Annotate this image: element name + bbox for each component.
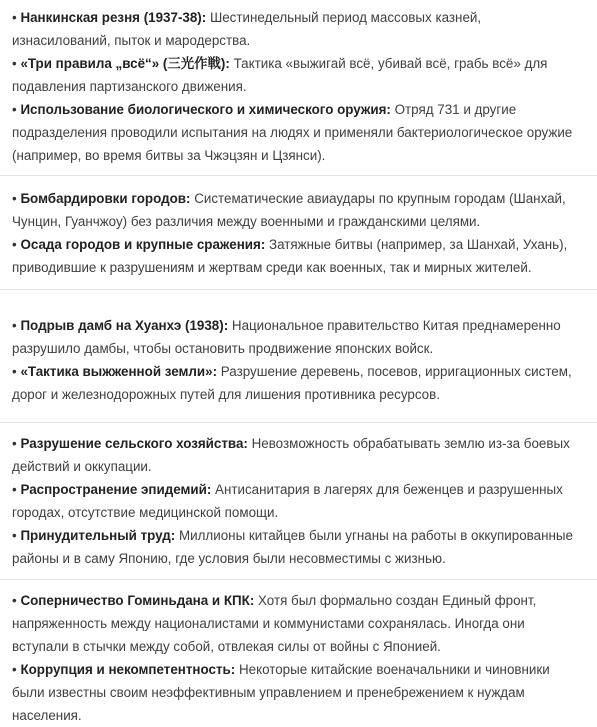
item-term: «Тактика выжженной земли»: (20, 364, 218, 379)
item-description: Национальное правительство Китая преднамеренно разрушило дамбы, чтобы остановить продвижение японских войск. (12, 318, 561, 356)
item-term: Распространение эпидемий: (20, 482, 212, 497)
list-item (12, 478, 583, 524)
section-war-crimes (0, 0, 597, 176)
bullet: • (12, 237, 17, 252)
item-description: Шестинедельный период массовых казней, изнасилований, пыток и мародерства. (12, 10, 482, 48)
bullet: • (12, 436, 17, 451)
item-description: Отряд 731 и другие подразделения проводили испытания на людях и применяли бактериологическое оружие (например, во время битвы за Чжэцзян и Цзянси). (12, 102, 573, 163)
list-item (12, 589, 583, 658)
bullet: • (12, 528, 17, 543)
list-item (12, 360, 583, 406)
bullet: • (12, 662, 17, 677)
item-term: Осада городов и крупные сражения: (20, 237, 266, 252)
item-term: Бомбардировки городов: (20, 191, 191, 206)
item-description: Миллионы китайцев были угнаны на работы в оккупированные районы и в саму Японию, где условия были несовместимы с жизнью. (12, 528, 573, 566)
list-item (12, 233, 583, 279)
section-internal-conflict (0, 580, 597, 723)
item-description: Разрушение деревень, посевов, ирригационных систем, дорог и железнодорожных путей для лишения противника ресурсов. (12, 364, 572, 402)
bullet: • (12, 10, 17, 25)
list-item (12, 658, 583, 727)
list-item (12, 314, 583, 360)
bullet: • (12, 102, 17, 117)
list-item (12, 432, 583, 478)
list-item (12, 187, 583, 233)
bullet: • (12, 593, 17, 608)
item-description: Некоторые китайские военачальники и чиновники были известны своим неэффективным управлением и пренебрежением к нуждам населения. (12, 662, 550, 723)
item-term: Использование биологического и химического оружия: (20, 102, 391, 117)
item-description: Тактика «выжигай всё, убивай всё, грабь всё» для подавления партизанского движения. (12, 56, 548, 94)
item-description: Хотя был формально создан Единый фронт, напряженность между националистами и коммунистами сохранялась. Иногда они вступали в стычки между собой, отвлекая силы от войны с Японией. (12, 593, 537, 654)
item-description: Затяжные битвы (например, за Шанхай, Ухань), приводившие к разрушениям и жертвам среди как военных, так и мирных жителей. (12, 237, 568, 275)
item-term: Разрушение сельского хозяйства: (20, 436, 248, 451)
list-item (12, 524, 583, 570)
bullet: • (12, 318, 17, 333)
item-term: Коррупция и некомпетентность: (20, 662, 236, 677)
item-description: Антисанитария в лагерях для беженцев и разрушенных городах, отсутствие медицинской помощи. (12, 482, 563, 520)
bullet: • (12, 56, 17, 71)
item-description: Невозможность обрабатывать землю из-за боевых действий и оккупации. (12, 436, 570, 474)
section-bombings (0, 176, 597, 290)
bullet: • (12, 482, 17, 497)
item-term: «Три правила „всё“» (三光作戦): (20, 56, 230, 71)
section-dams-scorched-earth (0, 290, 597, 423)
list-item (12, 98, 583, 167)
section-humanitarian (0, 423, 597, 580)
item-term: Подрыв дамб на Хуанхэ (1938): (20, 318, 229, 333)
item-term: Нанкинская резня (1937-38): (20, 10, 207, 25)
item-description: Систематические авиаудары по крупным городам (Шанхай, Чунцин, Гуанчжоу) без различия между военными и гражданскими целями. (12, 191, 566, 229)
bullet: • (12, 364, 17, 379)
list-item (12, 52, 583, 98)
list-item (12, 6, 583, 52)
item-term: Принудительный труд: (20, 528, 176, 543)
bullet: • (12, 191, 17, 206)
item-term: Соперничество Гоминьдана и КПК: (20, 593, 255, 608)
